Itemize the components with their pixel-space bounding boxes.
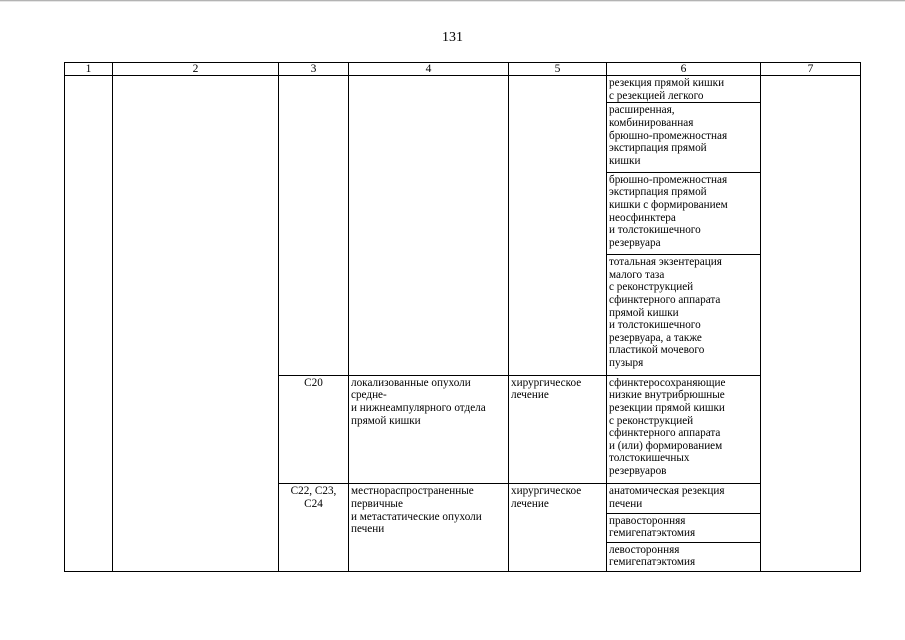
column-header: 6 (607, 63, 761, 76)
table-cell-code (279, 76, 349, 376)
table-cell-treatment: хирургическое лечение (509, 375, 607, 484)
table-cell-treatment (509, 76, 607, 376)
table-cell-col2 (113, 76, 279, 572)
column-header: 7 (761, 63, 861, 76)
column-header: 5 (509, 63, 607, 76)
table-cell-method: брюшно-промежностная экстирпация прямой кишки с формированием неосфинктера и толстокишечного резервуара (607, 172, 761, 254)
table-cell-col1 (65, 76, 113, 572)
table-cell-method: тотальная экзентерация малого таза с реконструкцией сфинктерного аппарата прямой кишки и толстокишечного резервуара, а также пластикой мочевого пузыря (607, 255, 761, 376)
column-header: 1 (65, 63, 113, 76)
table-cell-method: правосторонняя гемигепатэктомия (607, 513, 761, 542)
table-cell-method: сфинктеросохраняющие низкие внутрибрюшные резекции прямой кишки с реконструкцией сфинктерного аппарата и (или) формированием толстокишечных резервуаров (607, 375, 761, 484)
table-cell-diagnosis: локализованные опухоли средне- и нижнеампулярного отдела прямой кишки (349, 375, 509, 484)
table-cell-method: резекция прямой кишки с резекцией легкого (607, 76, 761, 103)
table-header-row (65, 63, 861, 76)
column-header: 4 (349, 63, 509, 76)
table-cell-code: C22, C23, C24 (279, 484, 349, 572)
page-number: 131 (442, 30, 463, 45)
table-row (65, 76, 861, 103)
table-cell-treatment: хирургическое лечение (509, 484, 607, 572)
table-cell-col7 (761, 76, 861, 572)
document-table (64, 62, 861, 572)
table-cell-diagnosis: местнораспространенные первичные и метастатические опухоли печени (349, 484, 509, 572)
table-cell-method: расширенная, комбинированная брюшно-промежностная экстирпация прямой кишки (607, 103, 761, 172)
table-cell-code: C20 (279, 375, 349, 484)
table-cell-method: левосторонняя гемигепатэктомия (607, 542, 761, 571)
column-header: 2 (113, 63, 279, 76)
table-cell-method: анатомическая резекция печени (607, 484, 761, 513)
scan-edge (0, 0, 905, 2)
table-cell-diagnosis (349, 76, 509, 376)
column-header: 3 (279, 63, 349, 76)
